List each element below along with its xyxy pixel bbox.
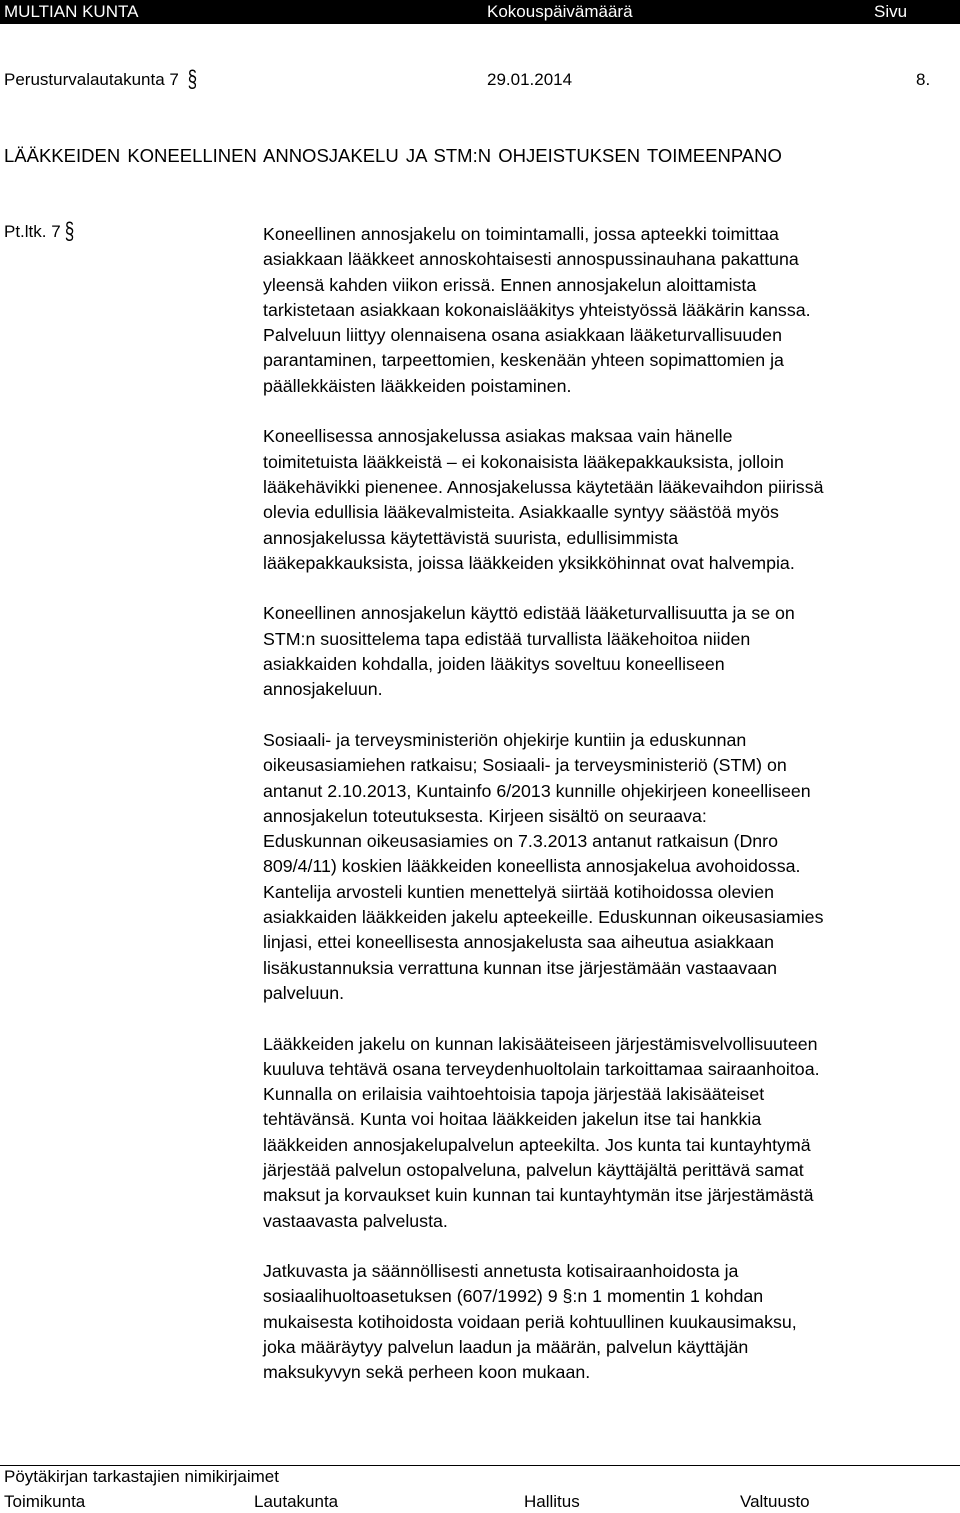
paragraph-line: joka määräytyy palvelun laadun ja määrän, palvelun käyttäjän	[263, 1337, 749, 1358]
paragraph-line: Kunnalla on erilaisia vaihtoehtoisia tapoja järjestää lakisääteiset	[263, 1084, 765, 1105]
paragraph-line: asiakkaiden lääkkeiden jakelu apteekeille. Eduskunnan oikeusasiamies	[263, 907, 824, 928]
paragraph-line: mukaisesta kotihoidosta voidaan periä kohtuullinen kuukausimaksu,	[263, 1311, 797, 1332]
paragraph-line: maksut ja korvaukset kuin kunnan tai kuntayhtymän itse järjestämästä	[263, 1185, 814, 1206]
paragraph-line: Sosiaali- ja terveysministeriön ohjekirje kuntiin ja eduskunnan	[263, 729, 747, 750]
footer-col-toimikunta: Toimikunta	[4, 1492, 86, 1511]
paragraph-line: Koneellinen annosjakelu on toimintamalli, jossa apteekki toimittaa	[263, 224, 779, 244]
paragraph-line: olevia edullisia lääkevalmisteita. Asiakkaalle syntyy säästöä myös	[263, 502, 779, 523]
paragraph-line: kuuluva tehtävä osana terveydenhuoltolain tarkoittamaa sairaanhoitoa.	[263, 1058, 820, 1079]
page-label: Sivu	[874, 2, 908, 21]
paragraph-line: 809/4/11) koskien lääkkeiden koneellista annosjakelua avohoidossa.	[263, 856, 801, 877]
paragraph-line: maksukyvyn sekä perheen koon mukaan.	[263, 1362, 591, 1383]
paragraph-line: palveluun.	[263, 982, 345, 1003]
paragraph-line: annosjakelussa käytettävistä suurista, edullisimmista	[263, 527, 679, 548]
paragraph-line: yleensä kahden viikon erissä. Ennen annosjakelun aloittamista	[263, 274, 757, 295]
paragraph-line: Eduskunnan oikeusasiamies on 7.3.2013 antanut ratkaisun (Dnro	[263, 831, 778, 852]
body-paragraph	[263, 222, 960, 399]
paragraph-line: Kantelija arvosteli kuntien menettelyä siirtää kotihoidossa olevien	[263, 881, 775, 902]
section-reference: Pt.ltk. 7 §	[4, 218, 75, 245]
paragraph-line: järjestää palvelun ostopalveluna, palvelun käyttäjältä perittävä samat	[263, 1159, 804, 1180]
paragraph-line: annosjakelun toteutuksesta. Kirjeen sisältö on seuraava:	[263, 805, 707, 826]
paragraph-line: lisäkustannuksia verrattuna kunnan itse järjestämään vastaavaan	[263, 957, 777, 978]
paragraph-line: lääkepakkauksista, joissa lääkkeiden yksikköhinnat ovat halvempia.	[263, 552, 795, 573]
footer-divider	[0, 1465, 960, 1466]
paragraph-line: asiakkaiden kohdalla, joiden lääkitys soveltuu koneelliseen	[263, 654, 725, 675]
paragraph-line: Koneellisessa annosjakelussa asiakas maksaa vain hänelle	[263, 426, 733, 447]
footer-col-lautakunta: Lautakunta	[254, 1492, 339, 1511]
document-header-bar	[0, 0, 960, 24]
paragraph-line: antanut 2.10.2013, Kuntainfo 6/2013 kunnille ohjekirjeen koneelliseen	[263, 780, 811, 801]
meeting-date: 29.01.2014	[487, 70, 573, 89]
body-paragraph	[263, 728, 960, 1006]
section-ref-symbol: §	[64, 218, 75, 245]
document-title: LÄÄKKEIDEN KONEELLINEN ANNOSJAKELU JA STM:N OHJEISTUKSEN TOIMEENPANO	[4, 145, 782, 166]
paragraph-line: tehtävänsä. Kunta voi hoitaa lääkkeiden jakelun itse tai hankkia	[263, 1109, 762, 1130]
paragraph-line: lääkkeiden annosjakelupalvelun apteekilta. Jos kunta tai kuntayhtymä	[263, 1134, 811, 1155]
paragraph-line: vastaavasta palvelusta.	[263, 1210, 448, 1231]
municipality-name: MULTIAN KUNTA	[4, 2, 139, 21]
document-body	[263, 222, 960, 1411]
body-paragraph	[263, 601, 960, 702]
body-paragraph	[263, 1032, 960, 1234]
paragraph-line: sosiaalihuoltoasetuksen (607/1992) 9 §:n 1 momentin 1 kohdan	[263, 1286, 764, 1307]
paragraph-line: päällekkäisten lääkkeiden poistaminen.	[263, 375, 572, 396]
paragraph-line: Jatkuvasta ja säännöllisesti annetusta kotisairaanhoidosta ja	[263, 1261, 739, 1282]
body-paragraph	[263, 424, 960, 576]
body-paragraph	[263, 1259, 960, 1385]
paragraph-line: STM:n suosittelema tapa edistää turvallista lääkehoitoa niiden	[263, 628, 751, 649]
meeting-date-label: Kokouspäivämäärä	[487, 2, 633, 21]
page-number: 8.	[916, 70, 931, 89]
footer-col-valtuusto: Valtuusto	[740, 1492, 810, 1511]
footer-signature-label: Pöytäkirjan tarkastajien nimikirjaimet	[4, 1467, 279, 1486]
paragraph-line: asiakkaan lääkkeet annoskohtaisesti annospussinauhana pakattuna	[263, 249, 799, 270]
paragraph-line: lääkehävikki pienenee. Annosjakelussa käytetään lääkevaihdon piirissä	[263, 476, 824, 497]
paragraph-line: Lääkkeiden jakelu on kunnan lakisääteiseen järjestämisvelvollisuuteen	[263, 1033, 818, 1054]
paragraph-line: parantaminen, tarpeettomien, keskenään yhteen sopimattomien ja	[263, 350, 784, 371]
paragraph-line: Palveluun liittyy olennaisena osana asiakkaan lääketurvallisuuden	[263, 325, 782, 346]
paragraph-line: annosjakeluun.	[263, 679, 383, 700]
board-name: Perusturvalautakunta 7 §	[4, 66, 198, 93]
footer-col-hallitus: Hallitus	[524, 1492, 580, 1511]
paragraph-line: toimitetuista lääkkeistä – ei kokonaisista lääkepakkauksista, jolloin	[263, 451, 784, 472]
paragraph-line: oikeusasiamiehen ratkaisu; Sosiaali- ja terveysministeriö (STM) on	[263, 755, 787, 776]
paragraph-line: tarkistetaan asiakkaan kokonaislääkitys yhteistyössä lääkärin kanssa.	[263, 299, 811, 320]
section-symbol: §	[187, 66, 198, 93]
paragraph-line: Koneellinen annosjakelun käyttö edistää lääketurvallisuutta ja se on	[263, 603, 795, 624]
paragraph-line: linjasi, ettei koneellisesta annosjakelusta saa aiheutua asiakkaan	[263, 932, 775, 953]
